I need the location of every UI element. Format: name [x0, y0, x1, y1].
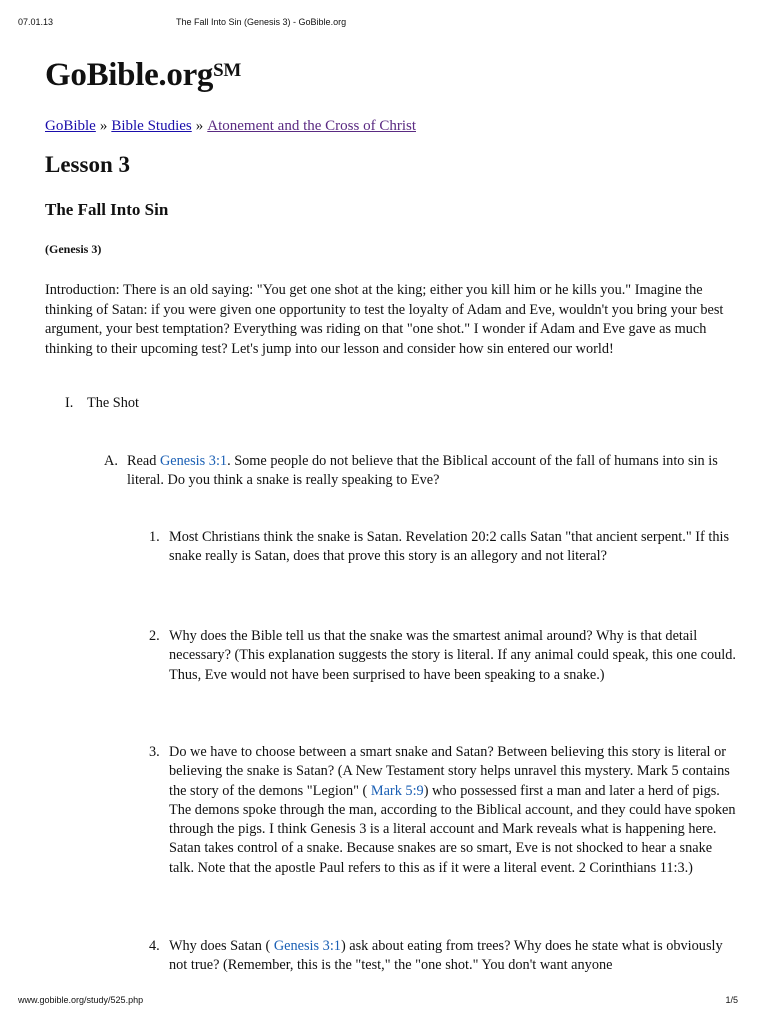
print-header — [18, 17, 738, 31]
print-footer — [18, 995, 738, 1009]
item-text-post: ) ask about eating from trees? Why does he state what is obviously not true? (Remember, this is the "test," the "one shot." You don't want anyone — [169, 938, 723, 974]
article — [45, 55, 736, 974]
item-text-post: ) who possessed first a man and later a herd of pigs. The demons spoke through the man, according to the Biblical account, and they could have spoken through the pigs. I think Genesis 3 is a literal account and Mark reveals what is happening here. Satan takes control of a snake. Because snakes are so smart, Eve is not shocked to hear a snake talk. Note that the apostle Paul refers to this as if it were a literal event. 2 Corinthians 11:3.) — [169, 782, 736, 876]
item-text: Why does the Bible tell us that the snake was the smartest animal around? Why is that detail necessary? (This explanation suggests the story is literal. If any animal could speak, this one could. Thus, Eve would not have been surprised to have been speaking to a snake.) — [169, 628, 736, 683]
print-date: 07.01.13 — [18, 17, 54, 27]
service-mark: SM — [213, 60, 242, 81]
point-text-post: . Some people do not believe that the Biblical account of the fall of humans into sin is literal. Do you think a snake is really speaking to Eve? — [127, 453, 718, 489]
outline-section-1 — [65, 395, 139, 412]
item-number: 4. — [149, 938, 160, 954]
site-title — [45, 55, 735, 95]
section-title: The Shot — [87, 395, 140, 411]
item-text: Most Christians think the snake is Satan. Revelation 20:2 calls Satan "that ancient serpent." If this snake really is Satan, does that prove this story is an allegory and not literal? — [169, 529, 730, 565]
list-item — [149, 937, 739, 976]
item-number: 3. — [149, 744, 160, 760]
item-number: 2. — [149, 628, 160, 644]
item-text-pre: Do we have to choose between a smart snake and Satan? Between believing this story is literal or believing the snake is Satan? (A New Testament story helps unravel this mystery. Mark 5 contains the story of the demons "Legion" ( — [169, 744, 730, 799]
point-text-pre: Read — [127, 453, 160, 469]
item-text — [169, 937, 739, 976]
outline-point-a — [104, 452, 744, 491]
scripture-reference: (Genesis 3) — [45, 242, 102, 256]
print-page-title: The Fall Into Sin (Genesis 3) - GoBible.org — [176, 17, 347, 27]
item-text-pre: Why does Satan ( — [169, 938, 274, 954]
item-text — [169, 743, 739, 878]
breadcrumb-link-bible-studies[interactable]: Bible Studies — [111, 118, 192, 134]
lesson-title: The Fall Into Sin — [45, 200, 169, 219]
print-page-number: 1/5 — [725, 995, 738, 1005]
print-url: www.gobible.org/study/525.php — [18, 995, 144, 1005]
scripture-link-genesis-3-1[interactable]: Genesis 3:1 — [159, 453, 228, 469]
item-number: 1. — [149, 529, 160, 545]
introduction-paragraph: Introduction: There is an old saying: "You get one shot at the king; either you kill him or he kills you." Imagine the thinking of Satan: if you were given one opportunity to test the loyalty of Adam and Eve, wouldn't you bring your best argument, your best temptation? Everything was riding on that "one shot." I wonder if Adam and Eve gave as much thinking to their upcoming test? Let's jump into our lesson and consider how sin entered our world! — [45, 282, 724, 357]
lesson-number: Lesson 3 — [45, 152, 130, 177]
point-letter: A. — [104, 453, 118, 469]
breadcrumb-link-gobible[interactable]: GoBible — [45, 118, 96, 134]
breadcrumb — [45, 117, 416, 135]
site-name: GoBible.org — [45, 57, 214, 93]
list-item — [149, 627, 739, 685]
scripture-link-mark-5-9[interactable]: Mark 5:9 — [370, 782, 424, 799]
list-item — [149, 743, 739, 878]
scripture-link-genesis-3-1[interactable]: Genesis 3:1 — [273, 938, 341, 954]
breadcrumb-separator: » — [99, 118, 108, 134]
breadcrumb-link-atonement[interactable]: Atonement and the Cross of Christ — [207, 118, 416, 134]
breadcrumb-separator: » — [195, 118, 204, 134]
list-item — [149, 528, 739, 567]
section-number: I. — [65, 395, 74, 411]
point-text — [127, 452, 744, 491]
